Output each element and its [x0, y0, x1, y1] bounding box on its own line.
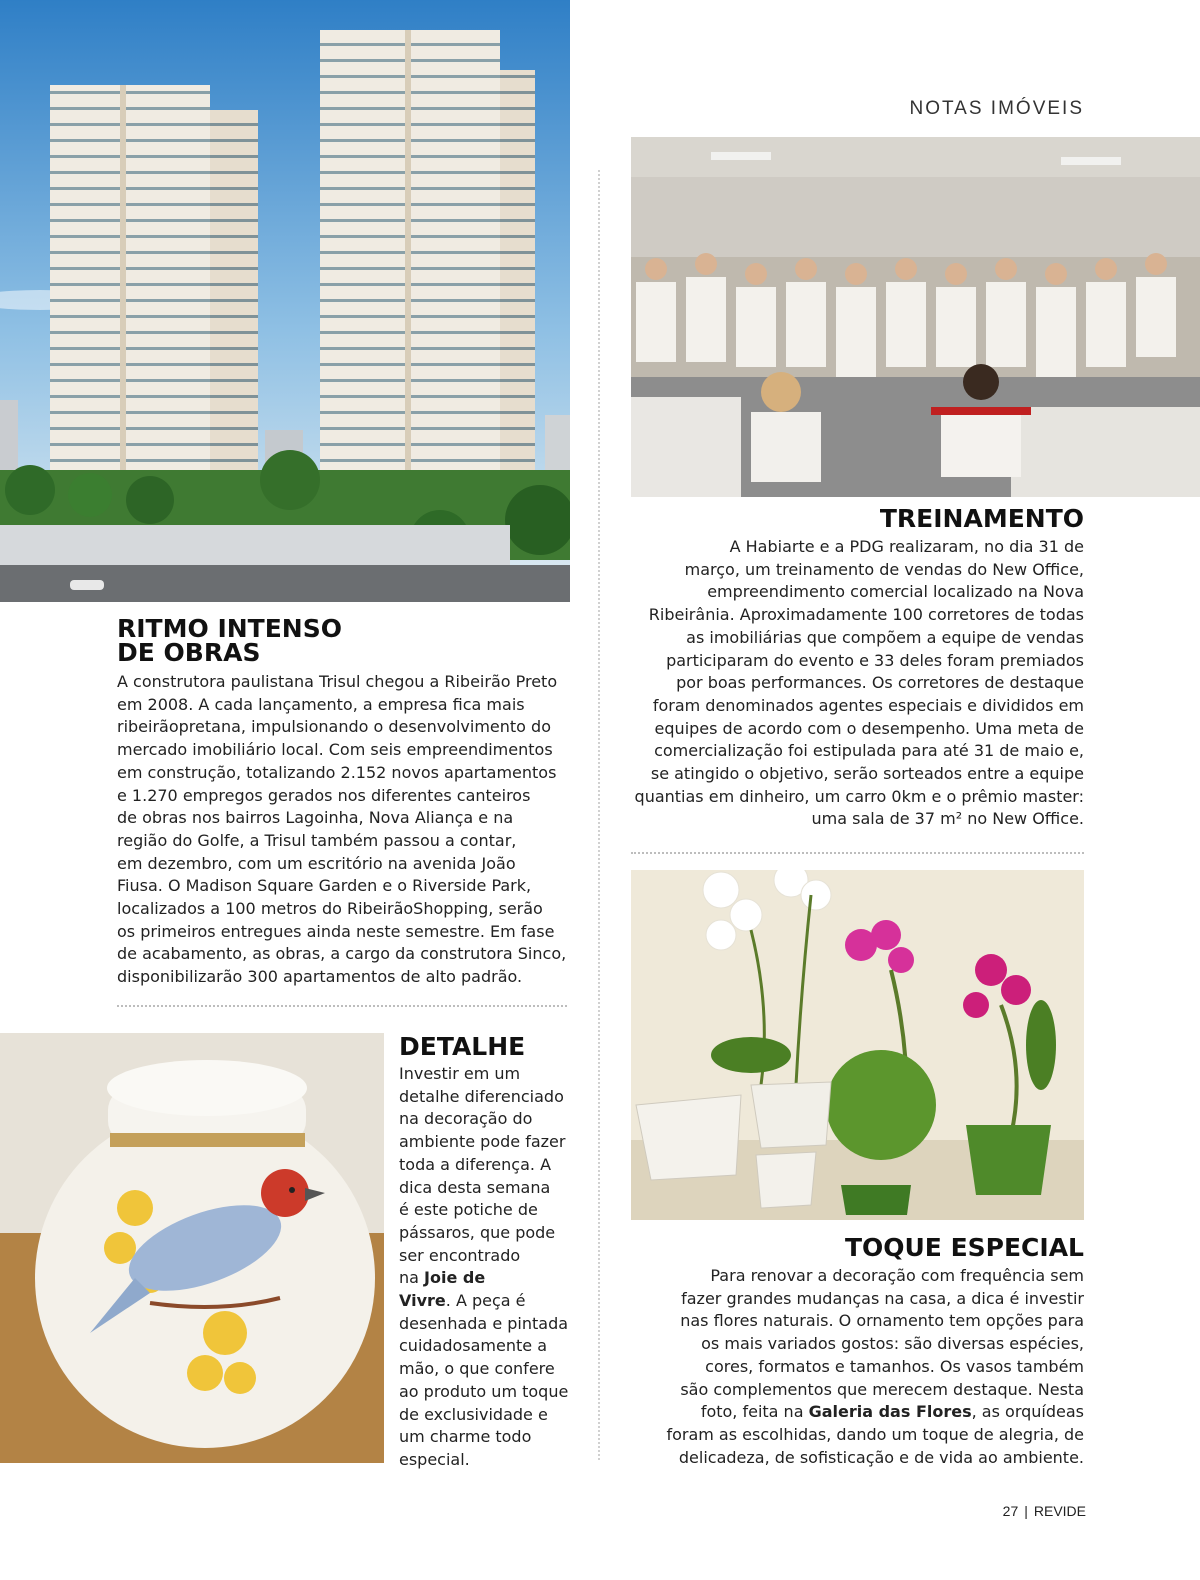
text-line: ao produto um toque [399, 1381, 569, 1401]
text-line: e 1.270 empregos gerados nos diferentes canteiros [117, 785, 531, 805]
text-line: na decoração do [399, 1109, 533, 1129]
toque-headline: TOQUE ESPECIAL [844, 1233, 1084, 1262]
store-prefix: foto, feita na [700, 1402, 809, 1422]
text-line [399, 1290, 589, 1313]
text-line: por boas performances. Os corretores de destaque [676, 673, 1084, 693]
text-line: ribeirãopretana, impulsionando o desenvolvimento do [117, 717, 551, 737]
footer-separator: | [1024, 1503, 1028, 1519]
text-line: ser encontrado [399, 1245, 521, 1265]
orchids-photo [631, 870, 1084, 1220]
text-line: cores, formatos e tamanhos. Os vasos também [705, 1356, 1084, 1376]
text-line: comercialização foi estipulada para até 31 de maio e, [654, 741, 1084, 761]
text-line: em dezembro, com um escritório na avenida João [117, 853, 516, 873]
text-line: participaram do evento e 33 deles foram premiados [666, 650, 1084, 670]
text-line: fazer grandes mudanças na casa, a dica é investir [681, 1288, 1084, 1308]
text-line: de exclusividade e [399, 1404, 548, 1424]
text-line: as imobiliárias que compõem a equipe de vendas [686, 627, 1084, 647]
store-name: Vivre [399, 1291, 446, 1311]
ritmo-headline [117, 614, 567, 667]
text-line: quantias em dinheiro, um carro 0km e o prêmio master: [634, 786, 1084, 806]
store-name: Galeria das Flores [808, 1402, 972, 1422]
page-number: 27 [1002, 1503, 1019, 1519]
text-line: de obras nos bairros Lagoinha, Nova Aliança e na [117, 808, 514, 828]
text-line: foram denominados agentes especiais e divididos em [652, 695, 1084, 715]
text-line: foram as escolhidas, dando um toque de alegria, de [666, 1424, 1084, 1444]
text-line: mercado imobiliário local. Com seis empreendimentos [117, 740, 553, 760]
vase-photo [0, 1033, 384, 1463]
text-line: equipes de acordo com o desempenho. Uma meta de [654, 718, 1084, 738]
detalhe-article [399, 1032, 589, 1472]
text-line: ambiente pode fazer [399, 1132, 566, 1152]
text-line: A construtora paulistana Trisul chegou a Ribeirão Preto [117, 672, 558, 691]
text-line: Investir em um [399, 1064, 521, 1083]
ritmo-headline-line: DE OBRAS [117, 638, 261, 667]
magazine-name: REVIDE [1033, 1503, 1086, 1519]
text-line: os mais variados gostos: são diversas espécies, [701, 1334, 1084, 1354]
text-line: toda a diferença. A [399, 1154, 552, 1174]
toque-body [600, 1265, 1084, 1469]
text-line [600, 1401, 1084, 1424]
section-divider [631, 852, 1084, 854]
text-line: mão, o que confere [399, 1359, 555, 1379]
section-label: NOTAS IMÓVEIS [909, 98, 1084, 119]
text-line: uma sala de 37 m² no New Office. [811, 809, 1084, 829]
text-line [399, 1267, 589, 1290]
text-line: em construção, totalizando 2.152 novos apartamentos [117, 762, 557, 782]
text-line: localizados a 100 metros do RibeirãoShopping, serão [117, 899, 543, 919]
ritmo-article [117, 614, 567, 989]
treinamento-headline: TREINAMENTO [879, 504, 1084, 533]
text-line: março, um treinamento de vendas do New Office, [684, 559, 1084, 579]
text-line: são complementos que merecem destaque. Nesta [680, 1379, 1084, 1399]
text-line: disponibilizarão 300 apartamentos de alto padrão. [117, 967, 523, 987]
section-divider [117, 1005, 567, 1007]
text-line: é este potiche de [399, 1200, 538, 1220]
text-line: de acabamento, as obras, a cargo da construtora Sinco, [117, 944, 567, 964]
store-suffix: , as orquídeas [971, 1402, 1084, 1422]
text-line: Fiusa. O Madison Square Garden e o Riverside Park, [117, 876, 532, 896]
text-line: especial. [399, 1449, 470, 1469]
text-line: detalhe diferenciado [399, 1086, 564, 1106]
ritmo-headline-line: RITMO INTENSO [117, 614, 342, 643]
team-photo [631, 137, 1200, 497]
text-line: região do Golfe, a Trisul também passou a contar, [117, 830, 517, 850]
page-footer [1003, 1503, 1086, 1519]
text-line: nas flores naturais. O ornamento tem opções para [680, 1311, 1084, 1331]
text-line: se atingido o objetivo, serão sorteados entre a equipe [650, 764, 1084, 784]
text-line: Ribeirânia. Aproximadamente 100 corretores de todas [648, 605, 1084, 625]
buildings-photo [0, 0, 570, 602]
treinamento-body [600, 536, 1084, 831]
text-line: pássaros, que pode [399, 1222, 556, 1242]
store-prefix: na [399, 1268, 425, 1288]
text-line: os primeiros entregues ainda neste semestre. Em fase [117, 921, 555, 941]
text-line: desenhada e pintada [399, 1313, 569, 1333]
treinamento-article [600, 504, 1084, 831]
store-name: Joie de [424, 1268, 486, 1288]
ritmo-body [117, 671, 567, 989]
detalhe-headline: DETALHE [399, 1032, 526, 1061]
store-suffix: . A peça é [445, 1291, 526, 1311]
text-line: cuidadosamente a [399, 1336, 548, 1356]
toque-article [600, 1233, 1084, 1469]
detalhe-body [399, 1063, 589, 1472]
text-line: dica desta semana [399, 1177, 551, 1197]
text-line: delicadeza, de sofisticação e de vida ao ambiente. [678, 1447, 1084, 1467]
text-line: em 2008. A cada lançamento, a empresa fica mais [117, 694, 525, 714]
text-line: Para renovar a decoração com frequência sem [710, 1266, 1084, 1285]
text-line: um charme todo [399, 1427, 532, 1447]
text-line: empreendimento comercial localizado na Nova [707, 582, 1084, 602]
text-line: A Habiarte e a PDG realizaram, no dia 31 de [729, 537, 1084, 556]
